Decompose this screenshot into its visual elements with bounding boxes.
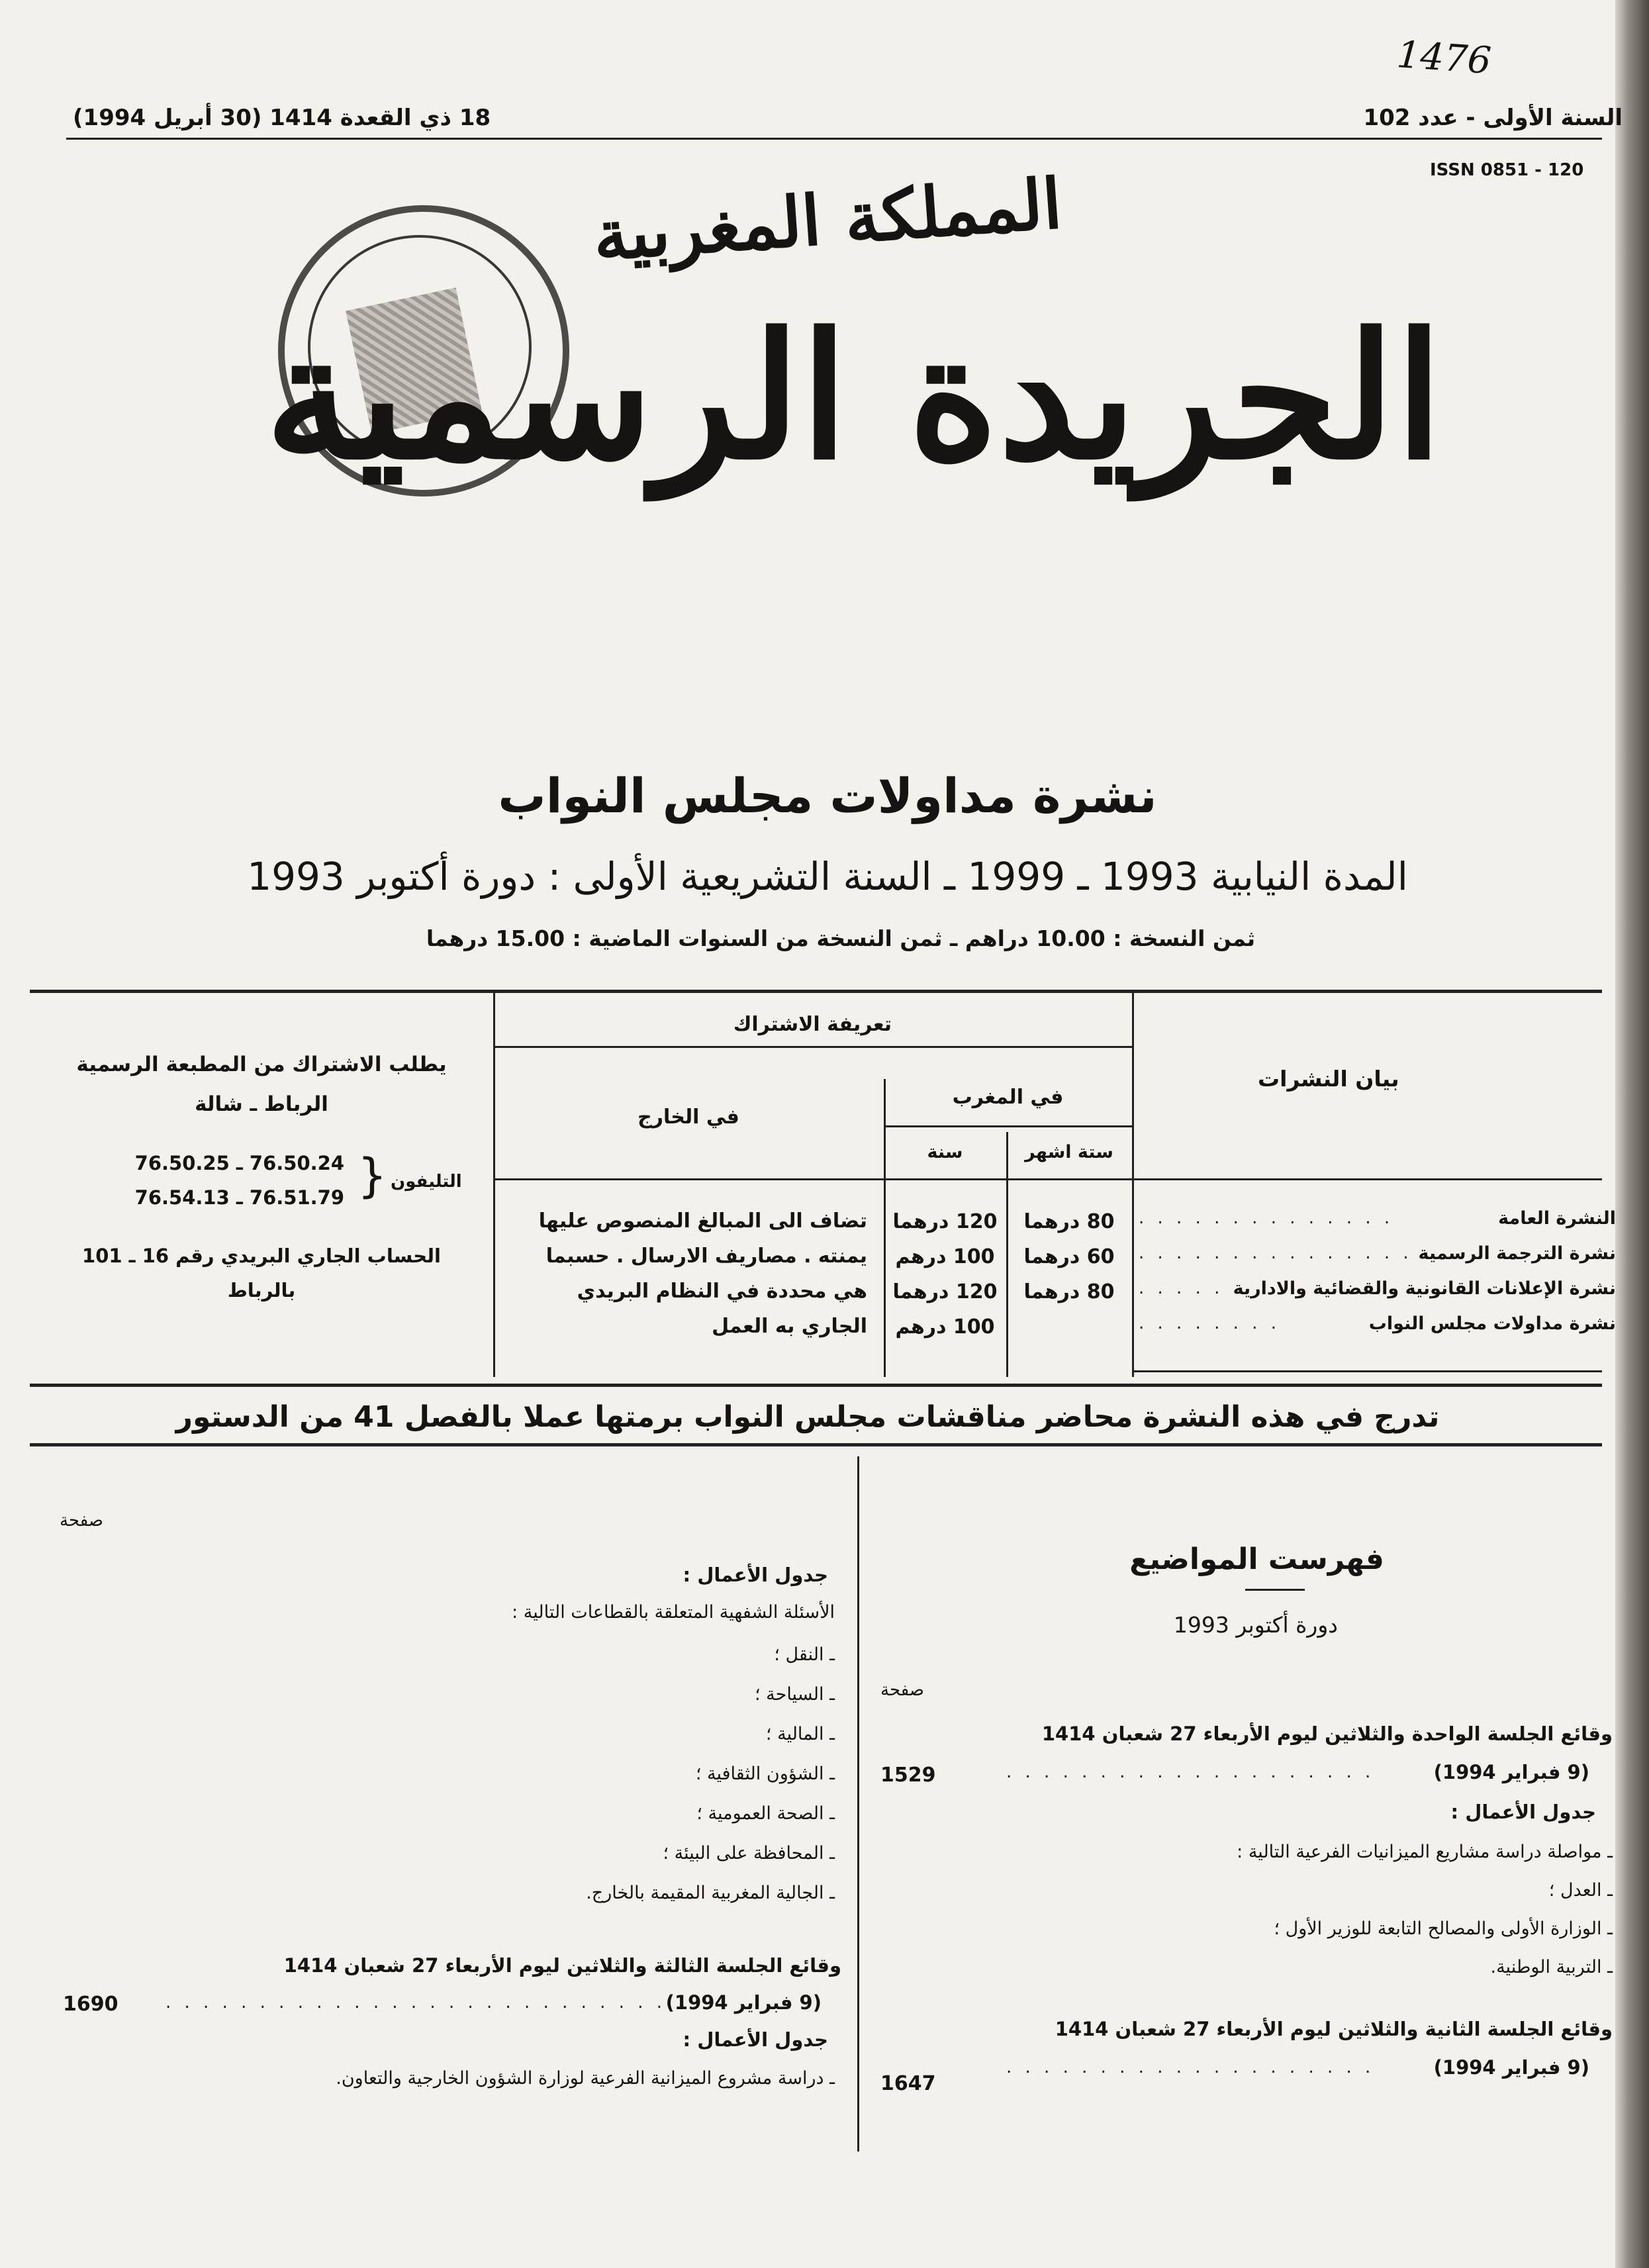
budget-item: ـ الوزارة الأولى والمصالح التابعة للوزير الأول ؛: [1274, 1918, 1613, 1939]
sector-item: ـ المالية ؛: [765, 1724, 835, 1744]
page-column-label: صفحة: [880, 1680, 924, 1700]
sitting-31-date: (9 فبراير 1994): [1433, 1761, 1589, 1783]
phone-1: 76.50.24 ـ 76.50.25: [134, 1152, 344, 1174]
budget-item: ـ التربية الوطنية.: [1490, 1957, 1613, 1977]
year-header: سنة: [927, 1142, 963, 1162]
publication-name: النشرة العامة: [1498, 1208, 1616, 1229]
leader-dots: . . . . .: [1139, 1278, 1224, 1298]
issue-date: 18 ذي القعدة 1414 (30 أبريل 1994): [73, 105, 491, 131]
sector-item: ـ الشؤون الثقافية ؛: [695, 1764, 835, 1784]
phone-label: التليفون: [391, 1172, 462, 1192]
in-morocco: في المغرب: [952, 1086, 1064, 1109]
banner-rule: [30, 1443, 1602, 1446]
price-year: 100 درهم: [895, 1245, 995, 1268]
budget-intro: ـ مواصلة دراسة مشاريع الميزانيات الفرعية التالية :: [1237, 1842, 1613, 1862]
publications-heading: بيان النشرات: [1258, 1066, 1399, 1092]
budget-item: ـ العدل ؛: [1548, 1880, 1613, 1901]
sector-item: ـ النقل ؛: [774, 1644, 835, 1665]
sitting-32-page: 1647: [880, 2072, 936, 2095]
sitting-33-title: وقائع الجلسة الثالثة والثلاثين ليوم الأربعاء 27 شعبان 1414: [283, 1954, 841, 1977]
legislative-term: المدة النيابية 1993 ـ 1999 ـ السنة التشريعية الأولى : دورة أكتوبر 1993: [247, 854, 1408, 899]
six-months-header: ستة اشهر: [1025, 1142, 1113, 1162]
box-rule: [1132, 1178, 1602, 1180]
sitting-32-title: وقائع الجلسة الثانية والثلاثين ليوم الأربعاء 27 شعبان 1414: [1055, 2018, 1613, 2040]
sector-item: ـ الجالية المغربية المقيمة بالخارج.: [586, 1883, 835, 1903]
leader-dots: . . . . . . . . . . . . . . . . . . . . . . . . . . .: [165, 1993, 667, 2012]
price-year: 100 درهم: [895, 1315, 995, 1339]
sector-item: ـ الصحة العمومية ؛: [696, 1803, 835, 1824]
postal-account: الحساب الجاري البريدي رقم 16 ـ 101: [82, 1245, 441, 1267]
box-divider: [493, 993, 495, 1377]
price-six-months: 80 درهما: [1023, 1210, 1115, 1233]
agenda-label: جدول الأعمال :: [683, 2028, 828, 2051]
contents-session: دورة أكتوبر 1993: [1173, 1612, 1338, 1638]
page-column-label: صفحة: [60, 1511, 103, 1531]
leader-dots: . . . . . . . . . . . . . . .: [1139, 1243, 1413, 1263]
copy-price: ثمن النسخة : 10.00 دراهم ـ ثمن النسخة من السنوات الماضية : 15.00 درهما: [426, 925, 1256, 951]
box-rule: [493, 1046, 1132, 1048]
phone-brace: {: [357, 1149, 387, 1203]
publication-name: نشرة الإعلانات القانونية والقضائية والادارية: [1233, 1278, 1616, 1299]
handwritten-number: 1476: [1395, 33, 1493, 83]
leader-dots: . . . . . . . . . . . . . .: [1139, 1208, 1394, 1228]
header-rule: [66, 138, 1602, 140]
column-divider: [857, 1456, 859, 2151]
box-rule: [1132, 1370, 1602, 1372]
abroad-note: تضاف الى المبالغ المنصوص عليها يمنته . مصاريف الارسال . حسبما هي محددة في النظام البريدي الجاري به العمل: [538, 1209, 867, 1338]
sitting-31-page: 1529: [880, 1764, 936, 1787]
gazette-subtitle: نشرة مداولات مجلس النواب: [498, 768, 1157, 824]
leader-dots: . . . . . . . . . . . . . . . . . . . .: [1006, 1762, 1375, 1782]
kingdom-heading: المملكة المغربية: [590, 162, 1064, 277]
leader-dots: . . . . . . . .: [1139, 1313, 1280, 1333]
box-divider: [1132, 993, 1134, 1377]
abroad: في الخارج: [637, 1106, 739, 1129]
tariff-heading: تعريفة الاشتراك: [733, 1013, 892, 1036]
sector-item: ـ المحافظة على البيئة ؛: [663, 1843, 835, 1864]
constitution-banner: تدرج في هذه النشرة محاضر مناقشات مجلس النواب برمتها عملا بالفصل 41 من الدستور: [175, 1400, 1440, 1434]
publication-name: نشرة مداولات مجلس النواب: [1368, 1313, 1616, 1334]
oral-questions-intro: الأسئلة الشفهية المتعلقة بالقطاعات التالية :: [512, 1602, 835, 1623]
agenda-label: جدول الأعمال :: [1450, 1801, 1596, 1823]
sitting-33-date: (9 فبراير 1994): [665, 1991, 822, 2014]
price-year: 120 درهما: [892, 1210, 998, 1233]
phone-2: 76.51.79 ـ 76.54.13: [134, 1186, 344, 1209]
order-line-2: الرباط ـ شالة: [195, 1092, 328, 1116]
sitting-31-title: وقائع الجلسة الواحدة والثلاثين ليوم الأربعاء 27 شعبان 1414: [1041, 1723, 1613, 1745]
gazette-title: الجريدة الرسمية: [265, 296, 1443, 498]
order-line-1: يطلب الاشتراك من المطبعة الرسمية: [76, 1053, 447, 1076]
leader-dots: . . . . . . . . . . . . . . . . . . . .: [1006, 2057, 1375, 2077]
contents-title: فهرست المواضيع: [1129, 1542, 1384, 1576]
box-rule: [493, 1178, 1132, 1180]
foreign-affairs-budget-item: ـ دراسة مشروع الميزانية الفرعية لوزارة الشؤون الخارجية والتعاون.: [336, 2068, 835, 2089]
book-binding-edge: [1615, 0, 1649, 2268]
sitting-33-page: 1690: [63, 1993, 118, 2016]
year-issue: السنة الأولى - عدد 102: [1363, 105, 1623, 131]
sitting-32-date: (9 فبراير 1994): [1433, 2056, 1589, 2079]
postal-city: بالرباط: [227, 1279, 296, 1301]
price-six-months: 60 درهما: [1023, 1245, 1115, 1268]
price-year: 120 درهما: [892, 1280, 998, 1303]
sector-item: ـ السياحة ؛: [754, 1684, 835, 1705]
price-six-months: 80 درهما: [1023, 1280, 1115, 1303]
agenda-label: جدول الأعمال :: [683, 1564, 828, 1586]
box-rule: [884, 1125, 1132, 1127]
contents-title-rule: [1245, 1589, 1305, 1591]
publication-name: نشرة الترجمة الرسمية: [1418, 1243, 1616, 1264]
issn: ISSN 0851 - 120: [1430, 160, 1584, 180]
